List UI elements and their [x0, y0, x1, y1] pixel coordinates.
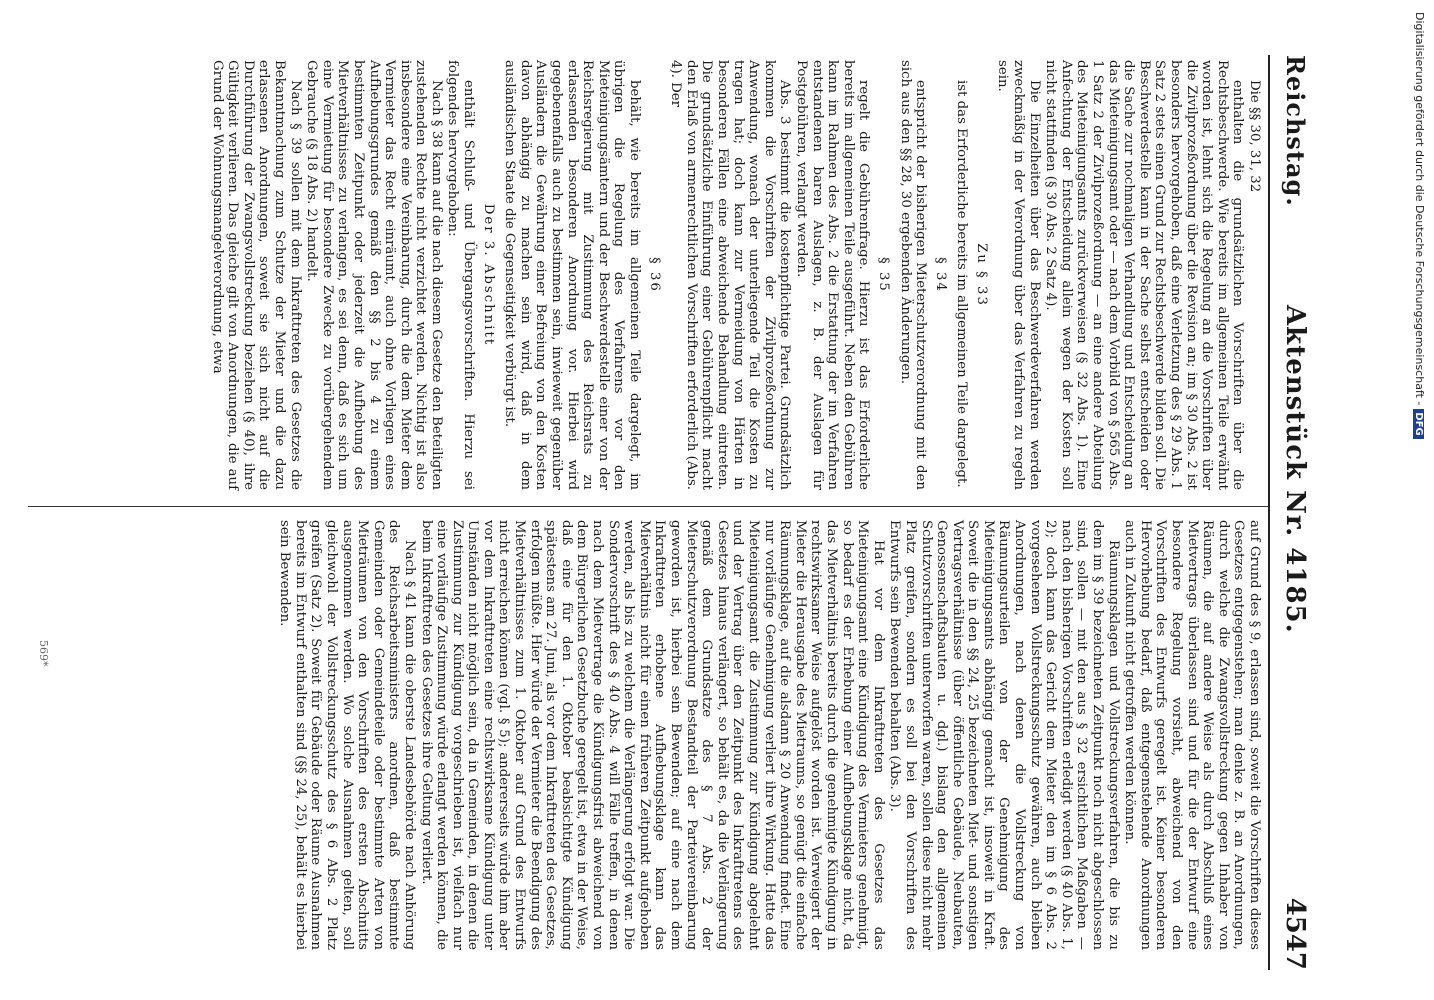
left-column — [208, 60, 1262, 490]
paragraph: enthalten die grundsätzlichen Vorschriften über die Rechtsbeschwerde. Wie bereits im allgemeinen Teile erwähnt worden ist, lehnt sich die Regelung an die Vorschriften über die Zivilprozeßordnung über die Revision an; im § 30 Abs. 2 ist besonders hervorgehoben, daß eine Verletzung des § 29 Abs. 1 Satz 2 stets einen Grund zur Rechtsbeschwerde bilden soll. Die Beschwerdestelle kann in der Sache selbst entscheiden oder die Sache zur nochmaligen Verhandlung und Entscheidung an das Mieteinigungsamt oder — nach dem Vorbild von § 565 Abs. 1 Satz 2 der Zivilprozeßordnung — an eine andere Abteilung des Mieteinigungsamts zurückverweisen (§ 32 Abs. 1). Eine Anfechtung der Entscheidung allein wegen der Kosten soll nicht stattfinden (§ 30 Abs. 2 Satz 4). — [1043, 60, 1246, 490]
paragraph: Hat vor dem Inkrafttreten des Gesetzes das Mieteinigungsamt eine Kündigung des Vermieters genehmigt, so bedarf es der Erhebung einer Aufhebungsklage nicht, da das Mietverhältnis bereits durch die genehmigte Kündigung in rechtswirksamer Weise aufgelöst worden ist. Verweigert der Mieter die Herausgabe des Mietraums, so genügt die einfache Räumungsklage, auf die alsdann § 20 Anwendung findet. Eine nur vorläufige Genehmigung verliert ihre Wirkung. Hatte das Mieteinigungsamt die Zustimmung zur Kündigung abgelehnt und der Vertrag über den Zeitpunkt des Inkrafttretens des Gesetzes hinaus verlängert, so behält es, da die Verlängerung gemäß dem Grundsatze des § 7 Abs. 2 der Mieterschutzverordnung Bestandteil der Parteivereinbarung geworden ist, hierbei sein Bewenden; auf eine nach dem Inkrafttreten erhobene Aufhebungsklage kann das Mietverhältnis nicht für einen früheren Zeitpunkt aufgehoben werden, als bis zu welchem die Verlängerung erfolgt war. Die Sondervorschrift des § 40 Abs. 4 will Fälle treffen, in denen nach dem Mietvertrage die Kündigungsfrist abweichend von dem Bürgerlichen Gesetzbuche geregelt ist, etwa in der Weise, daß eine für den 1. Oktober beabsichtigte Kündigung spätestens am 27. Juni, als vor dem Inkrafttreten des Gesetzes, erfolgen müßte. Hier würde der Vermieter die Beendigung des Mietverhältnisses zum 1. Oktober auf Grund des Entwurfs nicht erreichen können (vgl. § 5); andererseits würde ihm aber vor dem Inkrafttreten eine rechtswirksame Kündigung unter Umständen nicht möglich sein, da in Gemeinden, in denen die Zustimmung zur Kündigung vorgeschrieben ist, vielfach nur eine vorläufige Zustimmung würde erlangt werden können, die beim Inkrafttreten des Gesetzes ihre Geltung verliert. — [418, 520, 886, 950]
header-left: Reichstag. — [1281, 55, 1310, 207]
paragraph: Die §§ 30, 31, 32 — [1247, 80, 1262, 193]
paragraph: behält, wie bereits im allgemeinen Teile dargelegt, im übrigen die Regelung des Verfahrens vor den Mieteinigungsämtern und der Beschwerdestelle einer von der Reichsregierung mit Zustimmung des Reichsrats zu erlassenden besonderen Anordnung vor. Hierbei wird gegebenenfalls auch zu bestimmen sein, inwieweit gegenüber Ausländern die Gewährung einer Befreiung von den Kosten davon abhängig zu machen sein wird, daß in dem ausländischen Staate die Gegenseitigkeit verbürgt ist. — [502, 60, 643, 490]
paragraph: Nach § 39 sollen mit dem Inkrafttreten des Gesetzes die Bekanntmachung zum Schutze der Mieter und die dazu erlassenen Anordnungen, soweit sie sich nicht auf die Durchführung der Zwangsvollstreckung beziehen (§ 40), ihre Gültigkeit verlieren. Das gleiche gilt von Anordnungen, die auf Grund der Wohnungsmangelverordnung, etwa — [209, 60, 303, 490]
paragraph: enthält Schluß- und Übergangsvorschriften. Hierzu sei folgendes hervorgehoben: — [445, 60, 477, 490]
header-rule — [1268, 55, 1270, 970]
sidebar-credit — [1412, 12, 1426, 612]
header-title: Aktenstück Nr. 4185. — [1280, 305, 1310, 634]
paragraph: Abs. 3 bestimmt die kostenpflichtige Partei. Grundsätzlich kommen die Vorschriften der Zivilprozeßordnung zur Anwendung, wonach der unterliegende Teil die Kosten zu tragen hat; doch kann zur Vermeidung von Härten in besonderen Fällen eine abweichende Behandlung eintreten. Die grundsätzliche Einführung einer Gebührenpflicht macht den Erlaß von armenrechtlichen Vorschriften erforderlich (Abs. 4). Der — [668, 60, 793, 490]
section-heading: § 36 — [646, 257, 662, 293]
section-heading: § 34 — [932, 257, 948, 293]
paragraph: auf Grund des § 9, erlassen sind, soweit die Vorschriften dieses Gesetzes entgegenstehen; man denke z. B. an Anordnungen, durch welche die Zwangsvollstreckung gegen Inhaber von Räumen, die auf andere Weise als durch Abschluß eines Mietvertrags überlassen sind und für die der Entwurf eine besondere Regelung vorsieht, abweichend von den Vorschriften des Entwurfs geregelt ist. Keiner besonderen Hervorhebung bedarf, daß entgegenstehende Anordnungen auch in Zukunft nicht getroffen werden können. — [1122, 520, 1262, 950]
paragraph: Räumungsklagen und Vollstreckungsverfahren, die bis zu dem im § 39 bezeichneten Zeitpunkt noch nicht abgeschlossen sind, sollen — mit den aus § 32 ersichtlichen Maßgaben — nach den bisherigen Vorschriften erledigt werden (§ 40 Abs. 1, 2); doch kann das Gericht dem Mieter den im § 6 Abs. 2 vorgesehenen Vollstreckungsschutz gewähren, auch bleiben Anordnungen, nach denen die Vollstreckung von Räumungsurteilen von der Genehmigung des Mieteinigungsamts abhängig gemacht ist, insoweit in Kraft. Soweit die in den §§ 24, 25 bezeichneten Miet- und sonstigen Vertragsverhältnisse (über öffentliche Gebäude, Neubauten, Genossenschaftsbauten u. dgl.) bislang den allgemeinen Schutzvorschriften unterworfen waren, sollen diese nicht mehr Platz greifen, sondern es soll bei den Vorschriften des Entwurfs sein Bewenden behalten (Abs. 3). — [887, 520, 1121, 950]
page-number: 4547 — [1280, 897, 1310, 970]
paragraph: Die Einzelheiten über das Beschwerdeverfahren werden zweckmäßig in der Verordnung über das Verfahren zu regeln sein. — [995, 60, 1042, 490]
paragraph: regelt die Gebührenfrage. Hierzu ist das Erforderliche bereits im allgemeinen Teile ausgeführt. Neben den Gebühren kann im Rahmen des Abs. 2 die Erstattung der im Verfahren entstandenen baren Auslagen, z. B. der Auslagen für Postgebühren, verlangt werden. — [793, 60, 872, 490]
right-column — [276, 520, 1262, 950]
section-heading: Zu § 33 — [973, 243, 989, 307]
section-heading: Der 3. Abschnitt — [480, 203, 496, 347]
section-heading: § 35 — [875, 257, 891, 293]
paragraph: ist das Erforderliche bereits im allgemeinen Teile dargelegt. — [954, 80, 970, 488]
paragraph: entspricht der bisherigen Mieterschutzverordnung mit den sich aus den §§ 28, 30 ergebenden Änderungen. — [897, 60, 929, 490]
page-header — [1270, 55, 1320, 970]
column-divider — [28, 506, 1268, 507]
credit-text: Digitalisierung gefördert durch die Deutsche Forschungsgemeinschaft - — [1413, 12, 1426, 406]
footer-page-mark: 569* — [37, 640, 50, 667]
paragraph: Nach § 41 kann die oberste Landesbehörde nach Anhörung des Reichsarbeitsministers anordnen, daß bestimmte Gemeinden oder Gemeindeteile oder bestimmte Arten von Mieträumen von den Vorschriften des ersten Abschnitts ausgenommen werden. Wo solche Ausnahmen gelten, soll gleichwohl der Vollstreckungsschutz des § 6 Abs. 2 Platz greifen (Satz 2). Soweit für Gebäude oder Räume Ausnahmen bereits im Entwurf enthalten sind (§§ 24, 25), behält es hierbei sein Bewenden. — [277, 520, 417, 950]
paragraph: Nach § 38 kann auf die nach diesem Gesetze den Beteiligten zustehenden Rechte nicht verzichtet werden. Nichtig ist also insbesondere eine Vereinbarung, durch die dem Mieter dem Vermieter das Recht einräumt, auch ohne Vorliegen eines Aufhebungsgrundes gemäß den §§ 2 bis 4 zu einem bestimmten Zeitpunkt oder jederzeit die Aufhebung des Mietverhältnisses zu verlangen, es sei denn, daß es sich um eine Vermietung für besondere Zwecke zu vorübergehendem Gebrauche (§ 18 Abs. 2) handelt. — [304, 60, 444, 490]
dfg-logo: DFG — [1413, 409, 1424, 438]
